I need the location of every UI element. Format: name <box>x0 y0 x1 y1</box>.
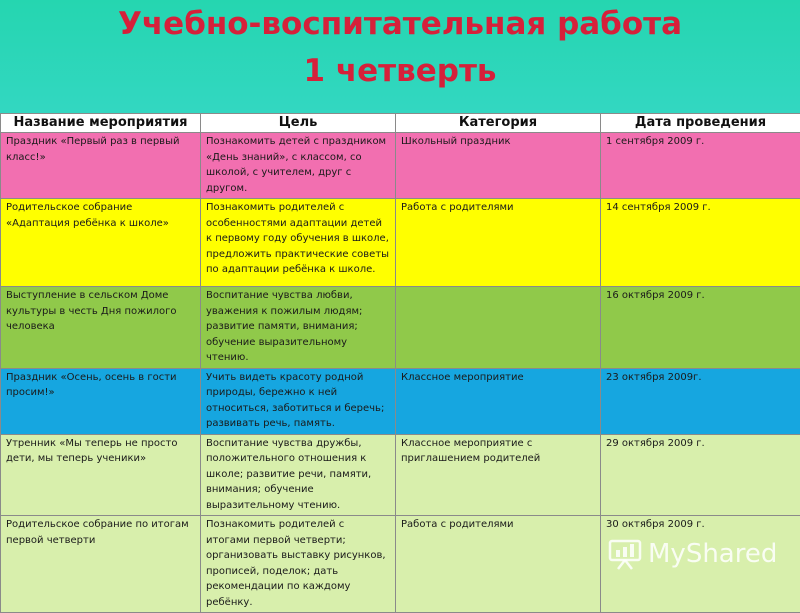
cell-category: Работа с родителями <box>396 516 601 613</box>
cell-goal: Воспитание чувства любви, уважения к пожилым людям; развитие памяти, внимания; обучение выразительному чтению. <box>201 287 396 369</box>
column-header-category: Категория <box>396 114 601 133</box>
cell-date: 30 октября 2009 г. <box>601 516 800 613</box>
cell-goal: Познакомить родителей с итогами первой четверти; организовать выставку рисунков, прописей, поделок; дать рекомендации по каждому ребёнку. <box>201 516 396 613</box>
title-line-2: 1 четверть <box>0 50 800 92</box>
table-row <box>1 199 800 287</box>
cell-category: Классное мероприятие с приглашением родителей <box>396 434 601 516</box>
table-row <box>1 434 800 516</box>
cell-name: Родительское собрание «Адаптация ребёнка к школе» <box>1 199 201 287</box>
cell-goal: Познакомить детей с праздником «День знаний», с классом, со школой, с учителем, друг с другом. <box>201 133 396 199</box>
column-header-goal: Цель <box>201 114 396 133</box>
cell-name: Родительское собрание по итогам первой четверти <box>1 516 201 613</box>
cell-category: Классное мероприятие <box>396 368 601 434</box>
table-row <box>1 287 800 369</box>
table-header-row <box>1 114 800 133</box>
watermark-text: MyShared <box>648 534 777 574</box>
table-row <box>1 133 800 199</box>
column-header-name: Название мероприятия <box>1 114 201 133</box>
cell-name: Утренник «Мы теперь не просто дети, мы теперь ученики» <box>1 434 201 516</box>
cell-category: Школьный праздник <box>396 133 601 199</box>
table-row <box>1 368 800 434</box>
cell-goal: Воспитание чувства дружбы, положительного отношения к школе; развитие речи, памяти, внимания; обучение выразительному чтению. <box>201 434 396 516</box>
watermark <box>608 534 777 574</box>
title-line-1: Учебно-воспитательная работа <box>0 3 800 45</box>
cell-name: Праздник «Осень, осень в гости просим!» <box>1 368 201 434</box>
cell-name: Выступление в сельском Доме культуры в честь Дня пожилого человека <box>1 287 201 369</box>
cell-date: 29 октября 2009 г. <box>601 434 800 516</box>
cell-name: Праздник «Первый раз в первый класс!» <box>1 133 201 199</box>
presentation-board-icon <box>608 538 642 570</box>
cell-goal: Учить видеть красоту родной природы, бережно к ней относиться, заботиться и беречь; развивать речь, память. <box>201 368 396 434</box>
column-header-date: Дата проведения <box>601 114 800 133</box>
cell-date: 16 октября 2009 г. <box>601 287 800 369</box>
cell-category <box>396 287 601 369</box>
cell-date: 1 сентября 2009 г. <box>601 133 800 199</box>
cell-category: Работа с родителями <box>396 199 601 287</box>
cell-date: 14 сентября 2009 г. <box>601 199 800 287</box>
cell-goal: Познакомить родителей с особенностями адаптации детей к первому году обучения в школе, предложить практические советы по адаптации ребёнка к школе. <box>201 199 396 287</box>
cell-date: 23 октября 2009г. <box>601 368 800 434</box>
